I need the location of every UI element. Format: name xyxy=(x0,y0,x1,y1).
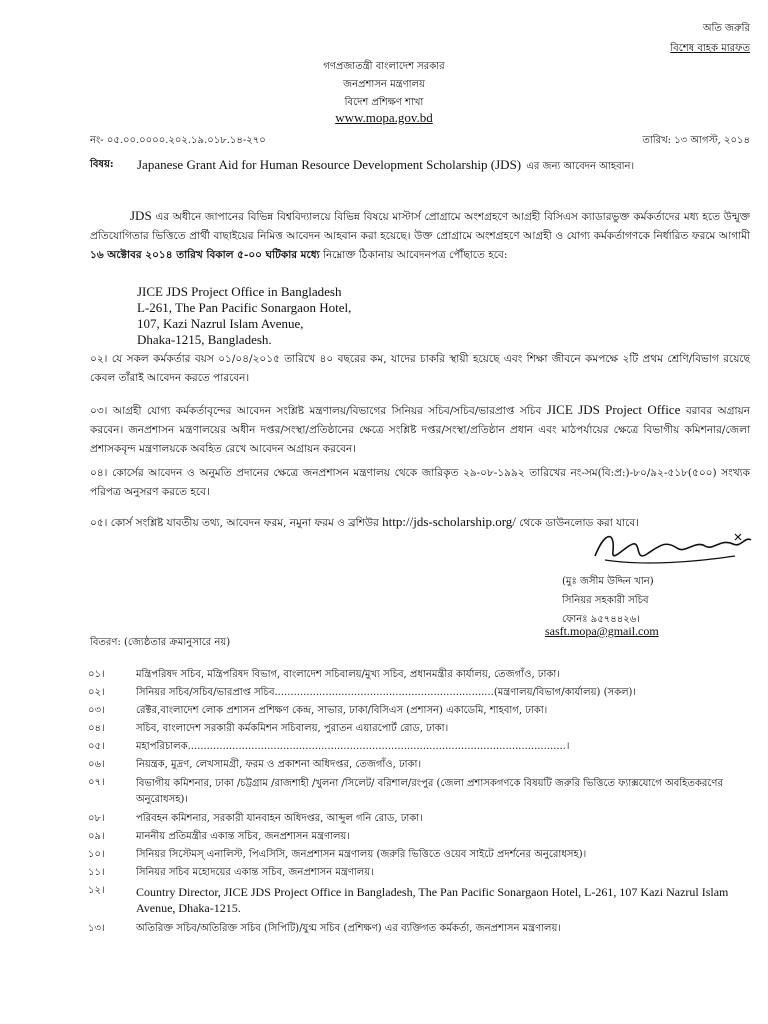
address-line: JICE JDS Project Office in Bangladesh xyxy=(137,284,342,299)
list-item xyxy=(88,704,738,720)
intro-deadline: ১৬ অক্টোবর ২০১৪ তারিখ বিকাল ৫-০০ ঘটিকার মধ্যে xyxy=(90,249,320,261)
intro-text-end: নিম্নোক্ত ঠিকানায় আবেদনপত্র পৌঁছাতে হবে: xyxy=(323,249,508,261)
point-04 xyxy=(90,464,750,502)
item-text: সিনিয়র সচিব/সচিব/ভারপ্রাপ্ত সচিব.....................................................................(মন্ত্রণালয়/বিভাগ/কার্যালয়) (সকল)। xyxy=(136,687,637,698)
point-text: যে সকল কর্মকর্তার বয়স ০১/০৪/২০১৫ তারিখে ৪০ বছরের কম, যাদের চাকরি স্থায়ী হয়েছে এবং শিক্ষা জীবনে কমপক্ষে ২টি প্রথম শ্রেণি/বিভাগ রয়েছে কেবল তাঁরাই আবেদন করতে পারবেন। xyxy=(90,353,751,384)
item-number: ১১। xyxy=(88,867,105,878)
header-ministry: জনপ্রশাসন মন্ত্রণালয় xyxy=(343,79,425,90)
subject-label: বিষয়: xyxy=(90,159,114,170)
list-item xyxy=(88,686,738,702)
point-text: কোর্সের আবেদন ও অনুমতি প্রদানের ক্ষেত্রে জনপ্রশাসন মন্ত্রণালয় থেকে জারিকৃত ২৯-০৮-১৯৯২ তারিখের নং-সম(বি:প্র:)-৮০/৯২-৫১৮(৫০০) সংখ্যক পরিপত্র অনুসরণ করতে হবে। xyxy=(90,467,750,498)
subject-text xyxy=(137,155,749,173)
item-text: সচিব, বাংলাদেশ সরকারী কর্মকমিশন সচিবালয়, পুরাতন এয়ারপোর্ট রোড, ঢাকা। xyxy=(136,723,449,734)
point-number: ০৩। xyxy=(90,405,108,417)
item-text: বিভাগীয় কমিশনার, ঢাকা /চট্টগ্রাম /রাজশাহী /খুলনা /সিলেট/ বরিশাল/রংপুর (জেলা প্রশাসকগণকে বিষয়টি জরুরি ভিত্তিতে ফ্যাক্সযোগে অবহিতকরণের অনুরোধসহ)। xyxy=(136,778,723,805)
item-number: ০৫। xyxy=(88,741,105,752)
list-item xyxy=(88,848,738,864)
list-item xyxy=(88,812,738,828)
signature-block xyxy=(562,572,752,629)
subject-english: Japanese Grant Aid for Human Resource Development Scholarship (JDS) xyxy=(137,157,522,172)
list-item xyxy=(88,922,738,938)
list-item xyxy=(88,830,738,846)
point-text: আগ্রহী যোগ্য কর্মকর্তাবৃন্দের আবেদন সংশ্লিষ্ট মন্ত্রণালয়/বিভাগের সিনিয়র সচিব/সচিব/ভারপ্রাপ্ত সচিব xyxy=(112,405,542,417)
delivery-label: বিশেষ বাহক মারফত xyxy=(670,43,750,54)
item-number: ১০। xyxy=(88,849,105,860)
signatory-email: sasft.mopa@gmail.com xyxy=(545,624,659,638)
list-item xyxy=(88,758,738,774)
list-item xyxy=(88,866,738,882)
signatory-designation: সিনিয়র সহকারী সচিব xyxy=(562,595,649,606)
item-number: ০৮। xyxy=(88,813,105,824)
header-website: www.mopa.gov.bd xyxy=(335,110,433,125)
item-number: ০৭। xyxy=(88,777,105,788)
item-text: রেক্টর,বাংলাদেশ লোক প্রশাসন প্রশিক্ষণ কেন্দ্র, সাভার, ঢাকা/বিসিএস (প্রশাসন) একাডেমি, শাহবাগ, ঢাকা। xyxy=(136,705,548,716)
subject-bengali: এর জন্য আবেদন আহবান। xyxy=(526,161,635,172)
header-section: বিদেশ প্রশিক্ষণ শাখা xyxy=(344,97,424,108)
point-03 xyxy=(90,402,750,459)
point-text: কোর্স সংশ্লিষ্ট যাবতীয় তথ্য, আবেদন ফরম, নমুনা ফরম ও ব্রশিউর xyxy=(110,517,379,529)
item-text: মহাপরিচালক.......................................................................................................................। xyxy=(136,741,570,752)
item-number: ০৪। xyxy=(88,723,105,734)
address-line: Dhaka-1215, Bangladesh. xyxy=(137,332,272,347)
list-item xyxy=(88,740,738,756)
item-number: ০৩। xyxy=(88,705,105,716)
priority-label: অতি জরুরি xyxy=(702,23,750,34)
item-text: সিনিয়র সিস্টেমস্ এনালিস্ট, পিএসিসি, জনপ্রশাসন মন্ত্রণালয় (জরুরি ভিত্তিতে ওয়েব সাইটে প্রদর্শনের অনুরোধসহ)। xyxy=(136,849,587,860)
intro-paragraph xyxy=(90,208,750,265)
memo-date: তারিখ: ১৩ আগস্ট, ২০১৪ xyxy=(642,135,750,146)
point-02 xyxy=(90,350,750,388)
signatory-name: (মুঃ জসীম উদ্দিন খান) xyxy=(562,576,654,587)
intro-text: এর অধীনে জাপানের বিভিন্ন বিশ্ববিদ্যালয়ে বিভিন্ন বিষয়ে মাস্টার্স প্রোগ্রামে অংশগ্রহণে আগ্রহী বিসিএস ক্যাডারভুক্ত কর্মকর্তাদের মধ্য হতে উন্মুক্ত প্রতিযোগিতার ভিত্তিতে প্রার্থী বাছাইয়ের নিমিত্ত আবেদন আহবান করা হয়েছে। উক্ত প্রোগ্রামে অংশগ্রহণে আগ্রহী ও যোগ্য কর্মকর্তাগণকে নির্ধারিত ফরমে আগামী xyxy=(90,211,750,242)
address-block xyxy=(137,284,537,348)
address-line: L-261, The Pan Pacific Sonargaon Hotel, xyxy=(137,300,352,315)
point-text-english: JICE JDS Project Office xyxy=(546,402,681,417)
signature-image xyxy=(585,526,755,570)
point-number: ০৪। xyxy=(90,467,108,479)
item-number: ১২। xyxy=(88,885,105,896)
list-item xyxy=(88,884,738,918)
item-text: মাননীয় প্রতিমন্ত্রীর একান্ত সচিব, জনপ্রশাসন মন্ত্রণালয়। xyxy=(136,831,350,842)
point-text-end: থেকে ডাউনলোড করা যাবে। xyxy=(519,517,640,529)
list-item xyxy=(88,668,738,684)
item-text: Country Director, JICE JDS Project Office in Bangladesh, The Pan Pacific Sonargaon Hotel, L-261, 107 Kazi Nazrul Islam Avenue, Dhaka-1215. xyxy=(136,885,729,915)
distribution-title: বিতরণ: (জ্যেষ্ঠতার ক্রমানুসারে নয়) xyxy=(90,637,231,648)
memo-number: নং- ০৫.০০.০০০০.২০২.১৯.০১৮.১৪-২৭০ xyxy=(90,135,266,146)
item-number: ০১। xyxy=(88,669,105,680)
item-text: অতিরিক্ত সচিব/অতিরিক্ত সচিব (সিপিটি)/যুগ্ম সচিব (প্রশিক্ষণ) এর ব্যক্তিগত কর্মকর্তা, জনপ্রশাসন মন্ত্রণালয়। xyxy=(136,923,561,934)
point-text-english: http://jds-scholarship.org/ xyxy=(382,514,516,529)
item-text: সিনিয়র সচিব মহোদয়ের একান্ত সচিব, জনপ্রশাসন মন্ত্রণালয়। xyxy=(136,867,374,878)
item-text: পরিবহন কমিশনার, সরকারী যানবাহন অধিদপ্তর, আব্দুল গনি রোড, ঢাকা। xyxy=(136,813,423,824)
point-number: ০২। xyxy=(90,353,108,365)
signatory-phone: ফোনঃ ৯৫৭৪৪২৬। xyxy=(562,614,640,625)
item-text: নিয়ন্ত্রক, মুদ্রণ, লেখসামগ্রী, ফরম ও প্রকাশনা অধিদপ্তর, তেজগাঁও, ঢাকা। xyxy=(136,759,422,770)
list-item xyxy=(88,776,738,808)
item-number: ০৯। xyxy=(88,831,105,842)
intro-lead: JDS xyxy=(130,208,152,223)
header-government: গণপ্রজাতন্ত্রী বাংলাদেশ সরকার xyxy=(323,61,445,72)
item-number: ১৩। xyxy=(88,923,105,934)
point-number: ০৫। xyxy=(90,517,108,529)
item-text: মন্ত্রিপরিষদ সচিব, মন্ত্রিপরিষদ বিভাগ, বাংলাদেশ সচিবালয়/মুখ্য সচিব, প্রধানমন্ত্রীর কার্যালয়, তেজগাঁও, ঢাকা। xyxy=(136,669,560,680)
list-item xyxy=(88,722,738,738)
point-text-end: বরাবর অগ্রায়ন করবেন। জনপ্রশাসন মন্ত্রণালয়ের অধীন দপ্তর/সংস্থা/প্রতিষ্ঠানের ক্ষেত্রে সংশ্লিষ্ট দপ্তর/সংস্থা/প্রতিষ্ঠান প্রধান এবং মাঠপর্যায়ের ক্ষেত্রে বিভাগীয় কমিশনার/জেলা প্রশাসকবৃন্দ মন্ত্রণালয়কে অবহিত রেখে আবেদন অগ্রায়ন করবেন। xyxy=(90,405,751,455)
address-line: 107, Kazi Nazrul Islam Avenue, xyxy=(137,316,304,331)
item-number: ০৬। xyxy=(88,759,105,770)
item-number: ০২। xyxy=(88,687,105,698)
